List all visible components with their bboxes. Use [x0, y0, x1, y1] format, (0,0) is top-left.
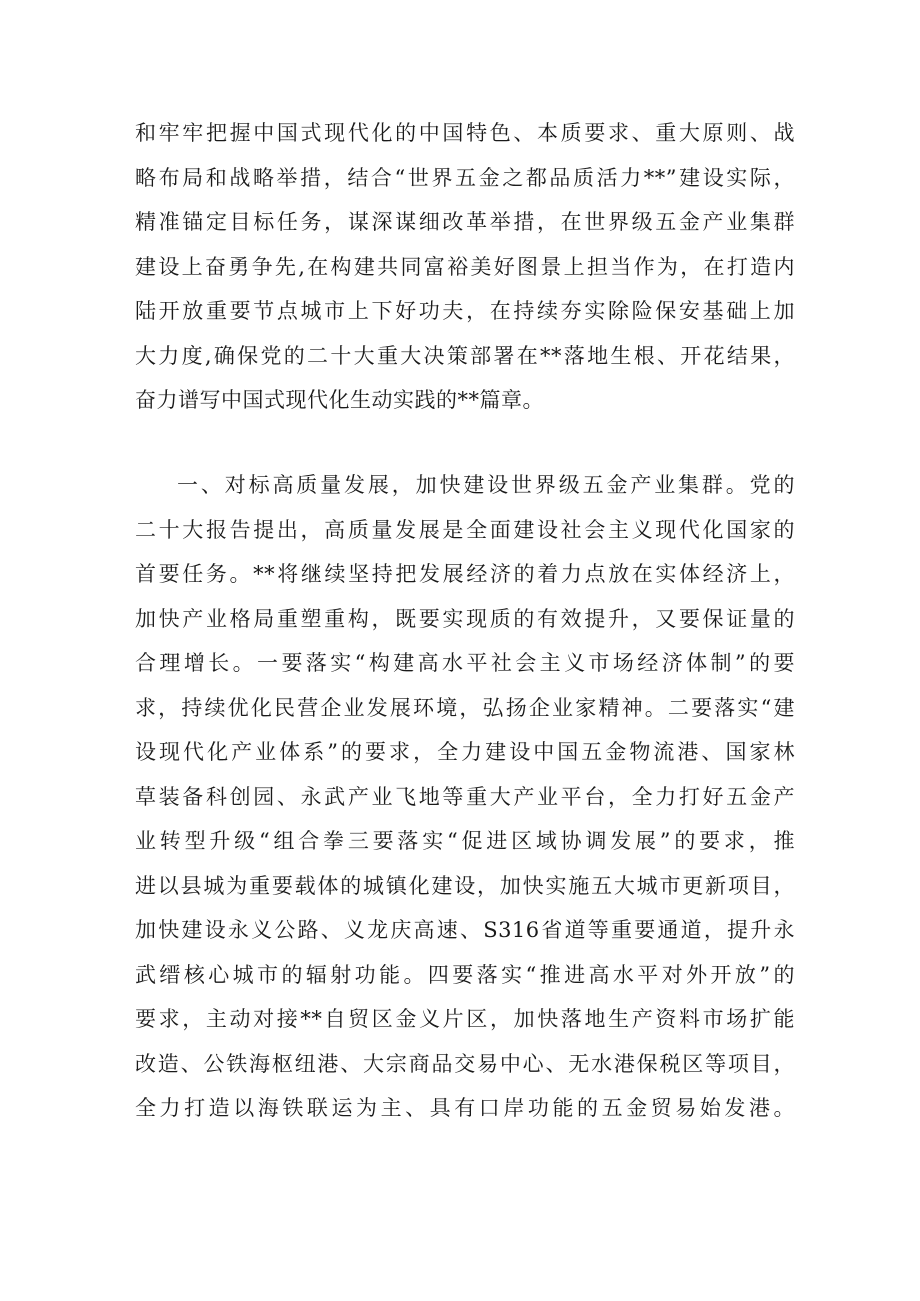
text-line: 合理增长。一要落实“构建高水平社会主义市场经济体制”的要: [135, 651, 795, 675]
text-line: 和牢牢把握中国式现代化的中国特色、本质要求、重大原则、战: [135, 121, 795, 145]
text-line: 略布局和战略举措，结合“世界五金之都品质活力**”建设实际，: [135, 165, 795, 190]
text-line: 陆开放重要节点城市上下好功夫，在持续夯实除险保安基础上加: [135, 299, 795, 323]
text-line: 首要任务。**将继续坚持把发展经济的着力点放在实体经济上，: [135, 562, 795, 586]
text-line: 加快建设永义公路、义龙庆高速、S316省道等重要通道，提升永: [135, 918, 795, 942]
text-line: 建设上奋勇争先,在构建共同富裕美好图景上担当作为，在打造内: [135, 254, 795, 279]
text-line: 精准锚定目标任务，谋深谋细改革举措，在世界级五金产业集群: [135, 210, 795, 234]
section-heading-line: 一、对标高质量发展，加快建设世界级五金产业集群。党的: [177, 473, 795, 497]
text-line: 奋力谱写中国式现代化生动实践的**篇章。: [135, 388, 544, 412]
text-line: [135, 1131, 795, 1176]
text-line: 改造、公铁海枢纽港、大宗商品交易中心、无水港保税区等项目，: [135, 1051, 795, 1076]
text-line: 要求，主动对接**自贸区金义片区，加快落地生产资料市场扩能: [135, 1007, 795, 1031]
text-line: 求，持续优化民营企业发展环境，弘扬企业家精神。二要落实“建: [135, 695, 795, 720]
text-line: 武缙核心城市的辐射功能。四要落实“推进高水平对外开放”的: [135, 962, 795, 987]
text-line: 全力打造以海铁联运为主、具有口岸功能的五金贸易始发港。: [135, 1096, 795, 1120]
text-line: 二十大报告提出，高质量发展是全面建设社会主义现代化国家的: [135, 517, 795, 542]
text-line: 进以县城为重要载体的城镇化建设，加快实施五大城市更新项目，: [135, 873, 795, 898]
paragraph-intro-continuation: [135, 111, 795, 423]
text-line: 业转型升级“组合拳三要落实“促进区域协调发展”的要求，推: [135, 829, 795, 853]
text-line: 加快产业格局重塑重构，既要实现质的有效提升，又要保证量的: [135, 606, 795, 631]
text-line: 大力度,确保党的二十大重大决策部署在**落地生根、开花结果，: [135, 343, 795, 368]
paragraph-section-one: [135, 463, 795, 1175]
text-line: 草装备科创园、永武产业飞地等重大产业平台，全力打好五金产: [135, 784, 795, 809]
text-line: 设现代化产业体系”的要求，全力建设中国五金物流港、国家林: [135, 740, 795, 764]
